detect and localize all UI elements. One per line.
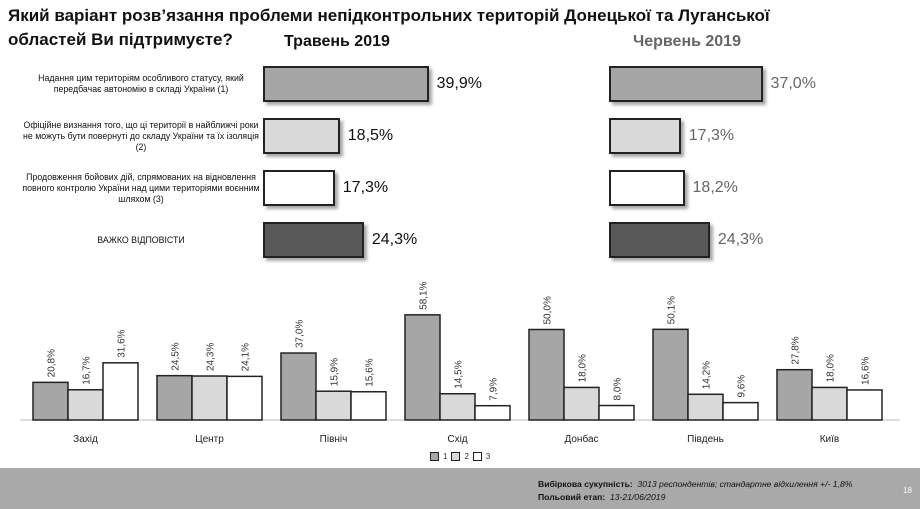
data-label-Північ-series-2: 15,9% <box>329 357 341 387</box>
june-value-2: 17,3% <box>688 127 735 144</box>
data-label-Центр-series-1: 24,5% <box>170 342 182 371</box>
category-label-Північ: Північ <box>319 434 348 445</box>
data-label-Донбас-series-1: 50,0% <box>542 296 554 325</box>
legend-swatch-3 <box>473 452 482 461</box>
bar-Схід-series-2 <box>440 394 475 420</box>
june-value-4: 24,3% <box>717 231 764 248</box>
data-label-Київ-series-3: 16,6% <box>860 356 872 385</box>
bar-Південь-series-3 <box>723 403 758 420</box>
data-label-Схід-series-3: 7,9% <box>488 377 500 401</box>
data-label-Північ-series-3: 15,6% <box>364 358 376 387</box>
bar-Південь-series-1 <box>653 329 688 420</box>
fieldwork-label: Польовий етап: <box>538 492 606 502</box>
data-label-Центр-series-3: 24,1% <box>240 343 252 372</box>
data-label-Південь-series-1: 50,1% <box>666 295 678 325</box>
data-label-Захід-series-1: 20,8% <box>46 348 58 378</box>
sample-text: 3013 респондентів; стандартне відхилення +/- 1,8% <box>637 479 853 489</box>
page-title: Який варіант розв’язання проблеми непідконтрольних територій Донецької та Луганської областей Ви підтримуєте? <box>8 6 770 49</box>
data-label-Південь-series-3: 9,6% <box>736 374 748 398</box>
june-value-3: 18,2% <box>692 179 738 196</box>
may-bar-2 <box>263 118 340 154</box>
may-value-1: 39,9% <box>436 75 482 92</box>
legend-label-2: 2 <box>464 452 469 461</box>
fieldwork-info <box>538 492 665 502</box>
page-number: 18 <box>903 486 912 495</box>
bar-Захід-series-3 <box>103 363 138 420</box>
data-label-Донбас-series-3: 8,0% <box>612 377 624 401</box>
bar-Київ-series-3 <box>847 390 882 420</box>
bar-Північ-series-2 <box>316 391 351 420</box>
fieldwork-text: 13-21/06/2019 <box>609 492 666 502</box>
category-label-Південь: Південь <box>687 434 724 445</box>
bar-Центр-series-3 <box>227 376 262 420</box>
may-bar-3 <box>263 170 335 206</box>
bar-Центр-series-1 <box>157 376 192 420</box>
june-bar-3 <box>609 170 685 206</box>
data-label-Південь-series-2: 14,2% <box>701 360 713 390</box>
category-label-Київ: Київ <box>819 434 840 445</box>
data-label-Північ-series-1: 37,0% <box>294 319 306 349</box>
period-title-june: Червень 2019 <box>633 33 741 50</box>
legend-swatch-1 <box>430 452 439 461</box>
category-label-Схід: Схід <box>447 434 468 445</box>
data-label-Київ-series-2: 18,0% <box>825 354 837 383</box>
bar-Донбас-series-1 <box>529 330 564 421</box>
bar-Північ-series-1 <box>281 353 316 420</box>
sample-info <box>538 479 852 489</box>
category-label-Захід: Захід <box>73 434 98 445</box>
regional-bar-chart <box>0 250 920 455</box>
june-bar-2 <box>609 118 681 154</box>
may-value-4: 24,3% <box>371 231 418 248</box>
option-label-1: Надання цим територіям особливого статусу, який передбачає автономію в складі України (1) <box>38 73 244 94</box>
may-bar-1 <box>263 66 429 102</box>
bar-Захід-series-1 <box>33 382 68 420</box>
data-label-Центр-series-2: 24,3% <box>205 342 217 372</box>
data-label-Донбас-series-2: 18,0% <box>577 354 589 383</box>
data-label-Захід-series-3: 31,6% <box>116 329 128 358</box>
option-label-3: Продовження бойових дій, спрямованих на відновлення повного контролю України над цими територіями воєнним шляхом (3) <box>22 171 260 204</box>
legend-label-1: 1 <box>443 452 448 461</box>
footer <box>0 468 920 509</box>
june-value-1: 37,0% <box>770 75 816 92</box>
legend <box>430 452 490 461</box>
bar-Київ-series-2 <box>812 387 847 420</box>
sample-label: Вибіркова сукупність: <box>538 479 633 489</box>
option-label-2: Офіційне визнання того, що ці території в найближчі роки не можуть бути повернуті до складу України та їх ізоляція (2) <box>23 119 259 152</box>
option-label-4: ВАЖКО ВІДПОВІСТИ <box>97 234 185 245</box>
bar-Київ-series-1 <box>777 370 812 420</box>
bar-Донбас-series-2 <box>564 387 599 420</box>
bar-Донбас-series-3 <box>599 406 634 420</box>
may-value-2: 18,5% <box>347 127 394 144</box>
bar-Північ-series-3 <box>351 392 386 420</box>
may-value-3: 17,3% <box>342 179 389 196</box>
legend-swatch-2 <box>451 452 460 461</box>
bar-Схід-series-1 <box>405 315 440 420</box>
bar-Схід-series-3 <box>475 406 510 420</box>
period-title-may: Травень 2019 <box>284 33 390 50</box>
data-label-Схід-series-2: 14,5% <box>453 360 465 389</box>
june-bar-1 <box>609 66 763 102</box>
data-label-Схід-series-1: 58,1% <box>418 281 430 310</box>
legend-label-3: 3 <box>485 452 491 461</box>
bar-Захід-series-2 <box>68 390 103 420</box>
data-label-Захід-series-2: 16,7% <box>81 356 93 385</box>
category-label-Донбас: Донбас <box>564 434 599 445</box>
data-label-Київ-series-1: 27,8% <box>790 336 802 365</box>
bar-Південь-series-2 <box>688 394 723 420</box>
bar-Центр-series-2 <box>192 376 227 420</box>
category-label-Центр: Центр <box>195 434 224 445</box>
